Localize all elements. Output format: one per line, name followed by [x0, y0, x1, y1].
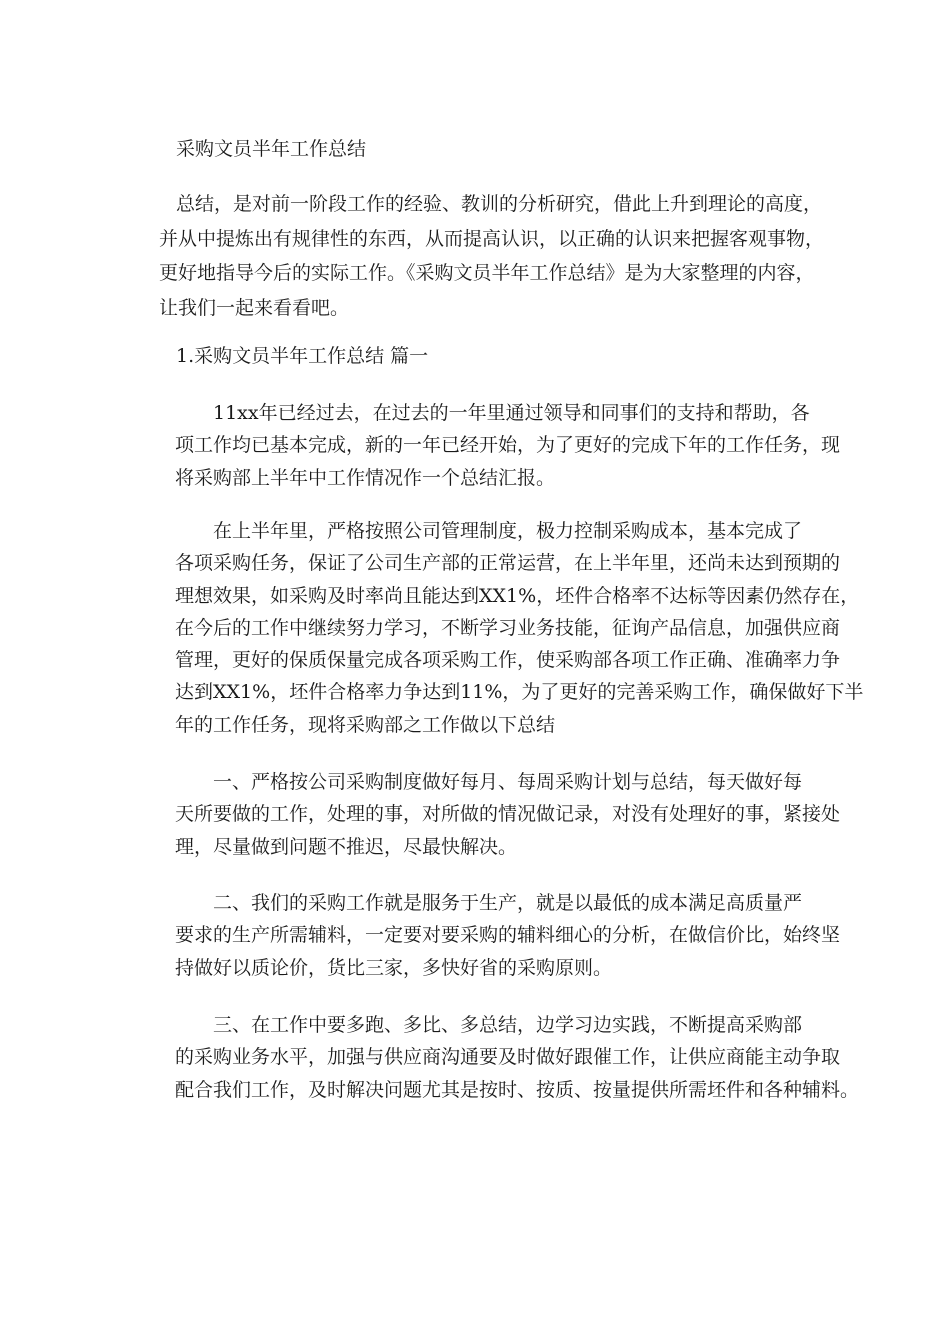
body-paragraph-5	[175, 1009, 860, 1106]
paragraph-line: 三、在工作中要多跑、多比、多总结，边学习边实践，不断提高采购部	[213, 1014, 803, 1036]
document-title: 采购文员半年工作总结	[176, 138, 367, 160]
paragraph-line: 二、我们的采购工作就是服务于生产，就是以最低的成本满足高质量严	[213, 892, 803, 914]
paragraph-line: 持做好以质论价，货比三家，多快好省的采购原则。	[175, 956, 613, 979]
paragraph-line: 达到XX1%，坯件合格率力争达到11%，为了更好的完善采购工作，确保做好下半	[175, 681, 864, 704]
paragraph-line: 要求的生产所需辅料，一定要对要采购的辅料细心的分析，在做信价比，始终坚	[175, 924, 841, 947]
paragraph-line: 11xx年已经过去，在过去的一年里通过领导和同事们的支持和帮助，各	[213, 402, 810, 424]
paragraph-line: 的采购业务水平，加强与供应商沟通要及时做好跟催工作，让供应商能主动争取	[175, 1046, 841, 1069]
paragraph-line: 理想效果，如采购及时率尚且能达到XX1%，坯件合格率不达标等因素仍然存在，	[175, 584, 860, 607]
intro-paragraph	[159, 187, 836, 325]
body-paragraph-4	[175, 887, 841, 984]
paragraph-line: 项工作均已基本完成，新的一年已经开始，为了更好的完成下年的工作任务，现	[175, 434, 841, 457]
paragraph-line: 理，尽量做到问题不推迟，尽最快解决。	[175, 835, 518, 858]
body-paragraph-1	[175, 397, 841, 494]
paragraph-line: 天所要做的工作，处理的事，对所做的情况做记录，对没有处理好的事，紧接处	[175, 803, 841, 826]
body-paragraph-3	[175, 766, 841, 863]
paragraph-line: 在今后的工作中继续努力学习，不断学习业务技能，征询产品信息，加强供应商	[175, 616, 841, 639]
body-paragraph-2	[175, 515, 864, 741]
paragraph-line: 一、严格按公司采购制度做好每月、每周采购计划与总结，每天做好每	[213, 771, 803, 793]
paragraph-line: 年的工作任务，现将采购部之工作做以下总结	[175, 713, 556, 736]
paragraph-line: 管理，更好的保质保量完成各项采购工作，使采购部各项工作正确、准确率力争	[175, 649, 841, 672]
paragraph-line: 在上半年里，严格按照公司管理制度，极力控制采购成本，基本完成了	[213, 520, 803, 542]
intro-line: 总结，是对前一阶段工作的经验、教训的分析研究，借此上升到理论的高度，	[176, 193, 823, 215]
intro-line: 更好地指导今后的实际工作。《采购文员半年工作总结》是为大家整理的内容，	[159, 262, 815, 284]
section-heading: 1.采购文员半年工作总结 篇一	[176, 345, 429, 367]
paragraph-line: 各项采购任务，保证了公司生产部的正常运营，在上半年里，还尚未达到预期的	[175, 552, 841, 575]
paragraph-line: 配合我们工作，及时解决问题尤其是按时、按质、按量提供所需坯件和各种辅料。	[175, 1078, 860, 1101]
intro-line: 并从中提炼出有规律性的东西，从而提高认识，以正确的认识来把握客观事物，	[159, 227, 825, 250]
intro-line: 让我们一起来看看吧。	[159, 296, 350, 319]
paragraph-line: 将采购部上半年中工作情况作一个总结汇报。	[175, 466, 556, 489]
